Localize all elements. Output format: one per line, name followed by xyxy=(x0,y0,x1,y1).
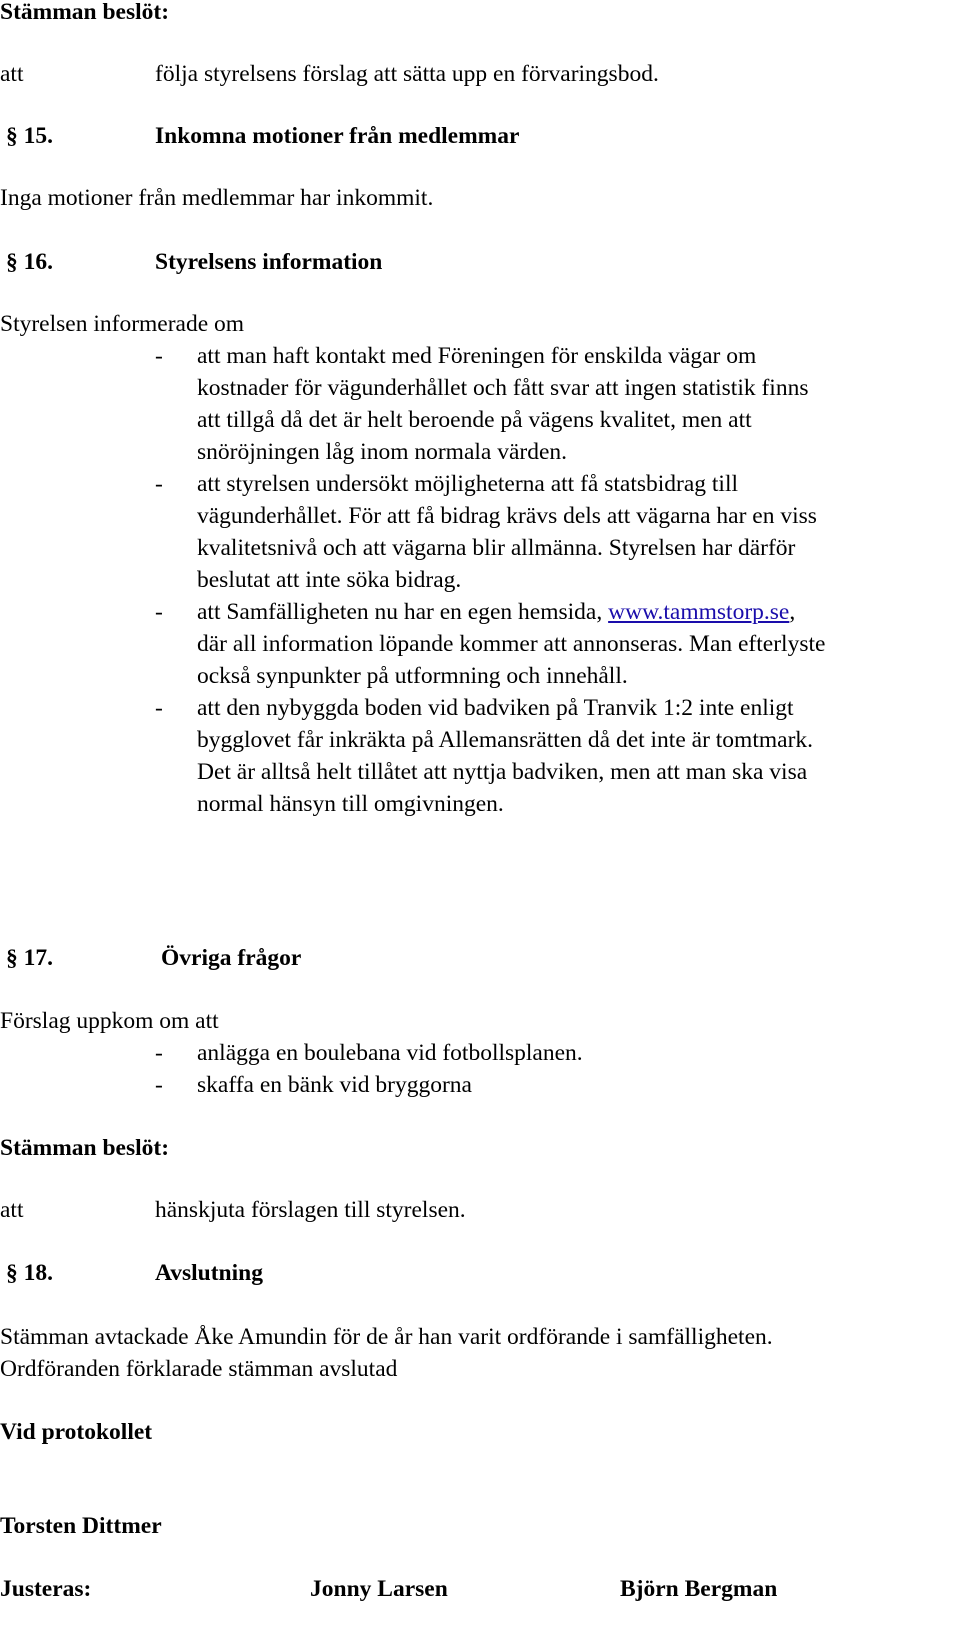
decision-heading: Stämman beslöt: xyxy=(0,0,170,25)
section-title: Avslutning xyxy=(155,1260,263,1286)
list-item-line: kostnader för vägunderhållet och fått svar att ingen statistik finns xyxy=(197,375,809,401)
bullet-dash: - xyxy=(155,1040,163,1066)
list-item xyxy=(0,596,960,692)
list-item-line xyxy=(197,596,960,628)
list-item-line: normal hänsyn till omgivningen. xyxy=(197,791,504,817)
list-item-line: att tillgå då det är helt beroende på vägens kvalitet, men att xyxy=(197,407,752,433)
section-number: § 18. xyxy=(6,1260,53,1286)
list-item-line: snöröjningen låg inom normala värden. xyxy=(197,439,568,465)
list-item xyxy=(0,468,960,596)
section-16-intro: Styrelsen informerade om xyxy=(0,311,245,337)
secretary-name: Torsten Dittmer xyxy=(0,1513,162,1539)
list-item-text: skaffa en bänk vid bryggorna xyxy=(197,1072,472,1098)
list-item xyxy=(0,340,960,468)
section-number: § 17. xyxy=(6,945,53,971)
section-title: Styrelsens information xyxy=(155,249,383,275)
bullet-dash: - xyxy=(155,1072,163,1098)
section-15-body: Inga motioner från medlemmar har inkommit. xyxy=(0,185,434,211)
list-item-line: att den nybyggda boden vid badviken på Tranvik 1:2 inte enligt xyxy=(197,695,794,721)
list-item xyxy=(0,692,960,820)
att-label: att xyxy=(0,1197,24,1223)
adjuster-name: Jonny Larsen xyxy=(310,1576,448,1602)
list-item-line: vägunderhållet. För att få bidrag krävs dels att vägarna har en viss xyxy=(197,503,817,529)
bullet-dash: - xyxy=(155,695,163,721)
list-item-line: att styrelsen undersökt möjligheterna att få statsbidrag till xyxy=(197,471,739,497)
list-item-line: att man haft kontakt med Föreningen för enskilda vägar om xyxy=(197,343,757,369)
decision-heading: Stämman beslöt: xyxy=(0,1135,170,1161)
section-title: Övriga frågor xyxy=(161,945,302,971)
decision-text: följa styrelsens förslag att sätta upp en förvaringsbod. xyxy=(155,61,659,87)
att-label: att xyxy=(0,61,24,87)
list-item-line: kvalitetsnivå och att vägarna blir allmänna. Styrelsen har därför xyxy=(197,535,796,561)
section-number: § 15. xyxy=(6,123,53,149)
section-18-line: Ordföranden förklarade stämman avslutad xyxy=(0,1356,398,1382)
section-18-line: Stämman avtackade Åke Amundin för de år han varit ordförande i samfälligheten. xyxy=(0,1324,773,1350)
adjuster-name: Björn Bergman xyxy=(620,1576,778,1602)
text-before-link: att Samfälligheten nu har en egen hemsida, xyxy=(197,599,609,625)
bullet-dash: - xyxy=(155,343,163,369)
list-item-line: också synpunkter på utformning och innehåll. xyxy=(197,663,628,689)
list-item-line: beslutat att inte söka bidrag. xyxy=(197,567,462,593)
decision-text: hänskjuta förslagen till styrelsen. xyxy=(155,1197,466,1223)
vid-protokollet-label: Vid protokollet xyxy=(0,1419,153,1445)
section-title: Inkomna motioner från medlemmar xyxy=(155,123,520,149)
website-link[interactable]: www.tammstorp.se xyxy=(608,599,790,625)
justeras-label: Justeras: xyxy=(0,1576,92,1602)
section-17-intro: Förslag uppkom om att xyxy=(0,1008,219,1034)
text-after-link: , xyxy=(789,599,796,625)
section-number: § 16. xyxy=(6,249,53,275)
bullet-dash: - xyxy=(155,599,163,625)
list-item-line: där all information löpande kommer att annonseras. Man efterlyste xyxy=(197,631,826,657)
list-item-line: bygglovet får inkräkta på Allemansrätten då det inte är tomtmark. xyxy=(197,727,814,753)
bullet-dash: - xyxy=(155,471,163,497)
list-item-line: Det är alltså helt tillåtet att nyttja badviken, men att man ska visa xyxy=(197,759,808,785)
list-item-text: anlägga en boulebana vid fotbollsplanen. xyxy=(197,1040,583,1066)
